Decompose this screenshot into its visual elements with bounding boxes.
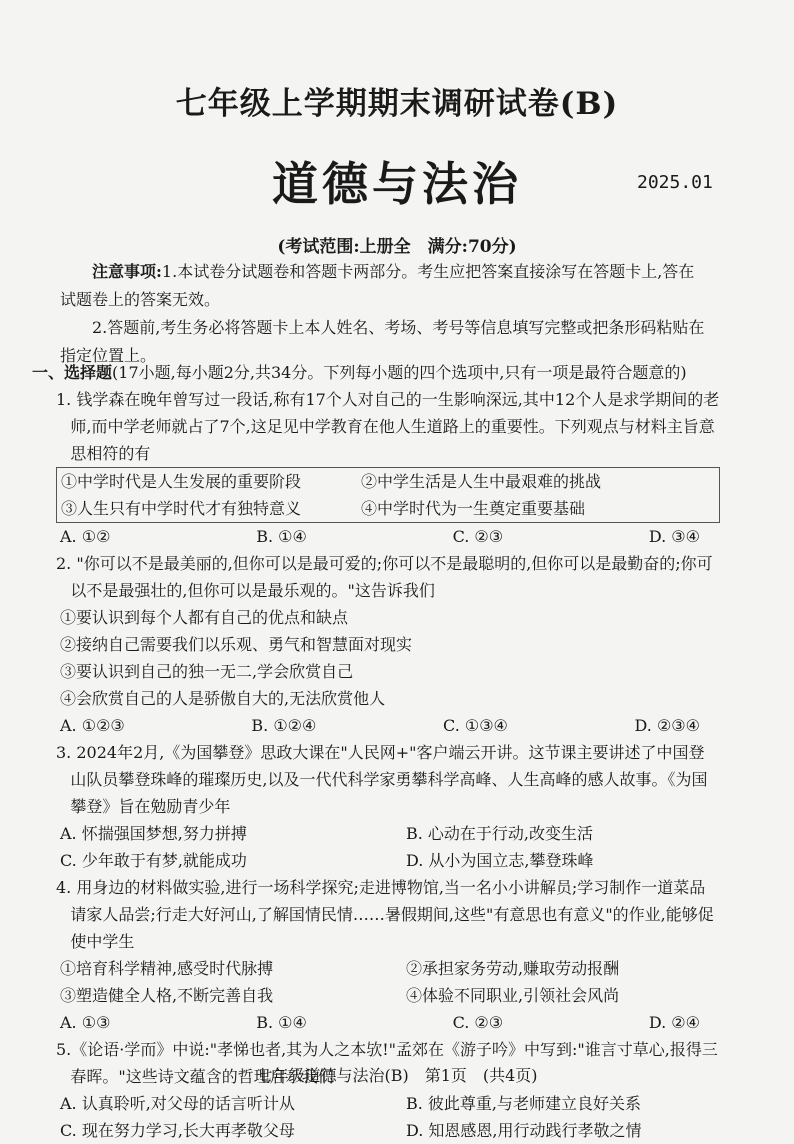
question-4	[56, 874, 720, 1036]
choice: A. ①②	[60, 527, 111, 546]
statement: ④中学时代为一生奠定重要基础	[361, 499, 586, 518]
statement: ②中学生活是人生中最艰难的挑战	[361, 472, 602, 491]
statement: ②承担家务劳动,赚取劳动报酬	[406, 959, 620, 978]
notes-item-2: 2.答题前,考生务必将答题卡上本人姓名、考场、考号等信息填写完整或把条形码粘贴在指定位置上。	[60, 318, 705, 365]
choice: D. ③④	[648, 527, 700, 546]
choice: A. ①③	[60, 1013, 111, 1032]
choice: B. ①④	[256, 1013, 307, 1032]
question-stem: 2. "你可以不是最美丽的,但你可以是最可爱的;你可以不是最聪明的,但你可以是最勤奋的;你可以不是最强壮的,但你可以是最乐观的。"这告诉我们	[56, 554, 713, 600]
choice: A. 认真聆听,对父母的话言听计从	[60, 1094, 295, 1113]
statement: ③人生只有中学时代才有独特意义	[61, 499, 302, 518]
statement: ③要认识到自己的独一无二,学会欣赏自己	[60, 662, 354, 681]
question-1	[56, 386, 720, 550]
choice: B. ①④	[256, 527, 307, 546]
question-stem: 3. 2024年2月,《为国攀登》思政大课在"人民网+"客户端云开讲。这节课主要讲述了中国登山队员攀登珠峰的璀璨历史,以及一代代科学家勇攀科学高峰、人生高峰的感人故事。《为国攀登》旨在勉励青少年	[56, 743, 708, 816]
choice: C. ②③	[452, 527, 504, 546]
section-heading: 一、选择题(17小题,每小题2分,共34分。下列每小题的四个选项中,只有一项是最符合题意的)	[32, 363, 687, 382]
question-5	[56, 1036, 720, 1144]
subject-title: 道德与法治	[272, 157, 522, 211]
choice: D. ②④	[648, 1013, 700, 1032]
choice: D. 知恩感恩,用行动践行孝敬之情	[406, 1121, 642, 1140]
choice: A. ①②③	[60, 716, 125, 735]
statement: ①要认识到每个人都有自己的优点和缺点	[60, 608, 349, 627]
exam-title: 七年级上学期期末调研试卷(B)	[175, 86, 619, 122]
notes-label: 注意事项:	[92, 262, 162, 281]
question-list	[56, 386, 720, 1144]
question-3	[56, 739, 720, 874]
question-2	[56, 550, 720, 739]
notes-block	[60, 258, 708, 370]
question-stem: 1. 钱学森在晚年曾写过一段话,称有17个人对自己的一生影响深远,其中12个人是求学期间的老师,而中学老师就占了7个,这足见中学教育在他人生道路上的重要性。下列观点与材料主旨意思相符的有	[56, 390, 720, 463]
choice: C. 现在努力学习,长大再孝敬父母	[60, 1121, 295, 1140]
choice: B. 彼此尊重,与老师建立良好关系	[406, 1094, 642, 1113]
statement: ①中学时代是人生发展的重要阶段	[61, 472, 302, 491]
choice: C. ②③	[452, 1013, 504, 1032]
statement: ①培育科学精神,感受时代脉搏	[60, 959, 274, 978]
statement-box	[56, 467, 720, 523]
statement: ④体验不同职业,引领社会风尚	[406, 986, 620, 1005]
choice: D. 从小为国立志,攀登珠峰	[406, 851, 594, 870]
choice: C. 少年敢于有梦,就能成功	[60, 851, 247, 870]
choice: A. 怀揣强国梦想,努力拼搏	[60, 824, 247, 843]
exam-date: 2025.01	[637, 172, 713, 193]
exam-scope: (考试范围:上册全 满分:70分)	[277, 237, 517, 257]
choice: B. 心动在于行动,改变生活	[406, 824, 594, 843]
question-stem: 5.《论语·学而》中说:"孝悌也者,其为人之本欤!"孟郊在《游子吟》中写到:"谁言寸草心,报得三春晖。"这些诗文蕴含的哲理启示我们	[56, 1040, 718, 1086]
choice: B. ①②④	[251, 716, 317, 735]
notes-item-1: 注意事项:1.本试卷分试题卷和答题卡两部分。考生应把答案直接涂写在答题卡上,答在试题卷上的答案无效。	[60, 262, 695, 309]
statement: ②接纳自己需要我们以乐观、勇气和智慧面对现实	[60, 635, 413, 654]
page-footer: 七年级道德与法治(B) 第1页 (共4页)	[256, 1066, 538, 1085]
statement: ④会欣赏自己的人是骄傲自大的,无法欣赏他人	[60, 689, 386, 708]
choice: C. ①③④	[443, 716, 508, 735]
question-stem: 4. 用身边的材料做实验,进行一场科学探究;走进博物馆,当一名小小讲解员;学习制作一道菜品请家人品尝;行走大好河山,了解国情民情……暑假期间,这些"有意思也有意义"的作业,能够促使中学生	[56, 878, 714, 951]
statement: ③塑造健全人格,不断完善自我	[60, 986, 274, 1005]
choice: D. ②③④	[634, 716, 700, 735]
